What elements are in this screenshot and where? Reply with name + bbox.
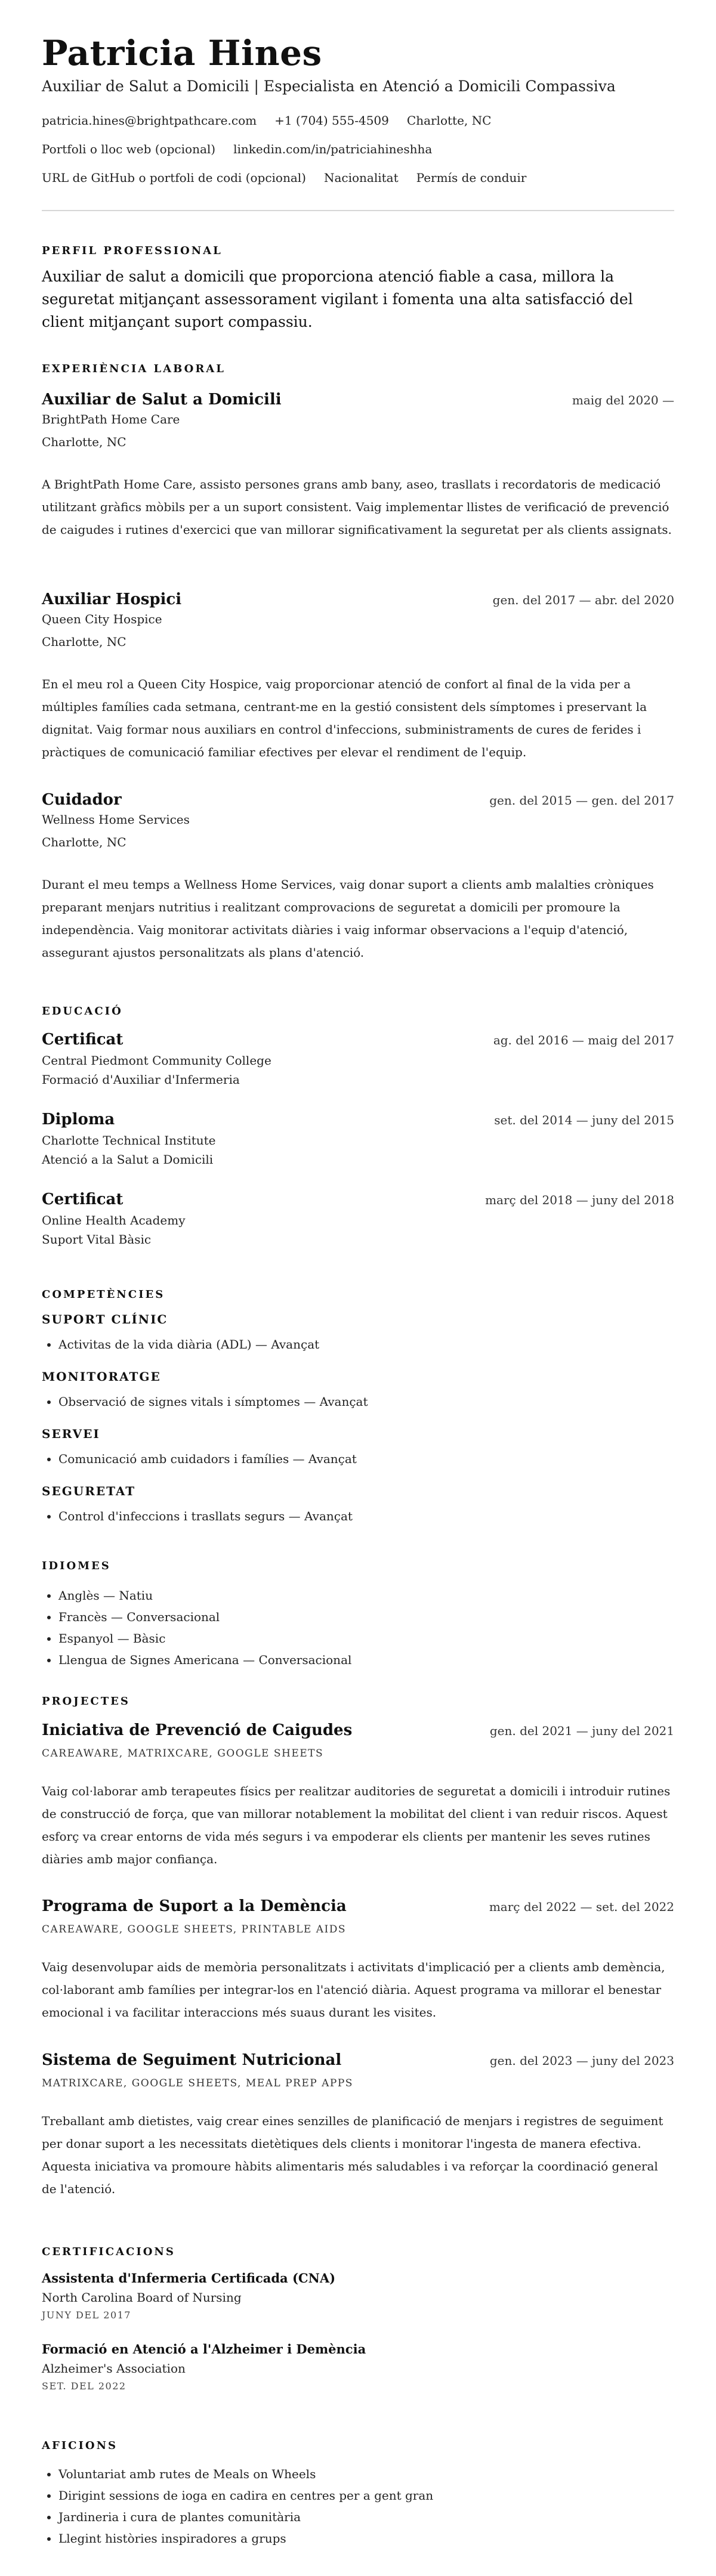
job-company: BrightPath Home Care — [42, 412, 180, 426]
job-location: Charlotte, NC — [42, 635, 126, 649]
projects-heading: PROJECTES — [42, 1695, 130, 1708]
contact-row-1 — [42, 113, 674, 128]
contact-row-3 — [42, 171, 674, 185]
certification-name: Formació en Atenció a l'Alzheimer i Demència — [42, 2342, 366, 2357]
hobbies-heading: AFICIONS — [42, 2439, 118, 2452]
education-item — [42, 1111, 674, 1167]
experience-item — [42, 590, 674, 763]
certification-name: Assistenta d'Infermeria Certificada (CNA) — [42, 2271, 336, 2286]
github-link[interactable]: URL de GitHub o portfoli de codi (opcional) — [42, 171, 306, 185]
skill-item: • Observació de signes vitals i símptomes — Avançat — [58, 1391, 674, 1412]
education-heading: EDUCACIÓ — [42, 1005, 123, 1018]
education-dates: ag. del 2016 — maig del 2017 — [493, 1033, 674, 1047]
languages-list — [42, 1585, 674, 1671]
job-description: Durant el meu temps a Wellness Home Services, vaig donar suport a clients amb malalties cròniques preparant menjars nutritius i realitzant comprovacions de seguretat a domicili per promoure la independència. Vaig monitorar activitats diàries i vaig informar observacions a l'equip d'atenció, assegurant ajustos personalitzats als plans d'atenció. — [42, 877, 654, 960]
job-company: Queen City Hospice — [42, 612, 162, 626]
certification-date: SET. DEL 2022 — [42, 2380, 126, 2392]
summary-heading: PERFIL PROFESSIONAL — [42, 245, 223, 257]
job-dates: maig del 2020 — — [572, 393, 674, 407]
job-title: Cuidador — [42, 791, 122, 809]
education-item — [42, 1031, 674, 1087]
skill-group — [42, 1484, 674, 1527]
languages-heading: IDIOMES — [42, 1560, 111, 1572]
contact-row-2 — [42, 142, 674, 156]
skill-group — [42, 1312, 674, 1355]
field-of-study: Atenció a la Salut a Domicili — [42, 1152, 214, 1167]
headline: Auxiliar de Salut a Domicili | Especialista en Atenció a Domicili Compassiva — [42, 78, 616, 95]
project-tools: CAREAWARE, GOOGLE SHEETS, PRINTABLE AIDS — [42, 1924, 346, 1935]
hobby-item: • Dirigint sessions de ioga en cadira en centres per a gent gran — [58, 2485, 674, 2506]
job-dates: gen. del 2015 — gen. del 2017 — [489, 793, 674, 808]
portfolio-link[interactable]: Portfoli o lloc web (opcional) — [42, 142, 216, 156]
job-location: Charlotte, NC — [42, 835, 126, 849]
nationality: Nacionalitat — [323, 171, 399, 185]
skills-heading: COMPETÈNCIES — [42, 1288, 165, 1301]
degree: Diploma — [42, 1111, 115, 1128]
project-tools: CAREAWARE, MATRIXCARE, GOOGLE SHEETS — [42, 1748, 324, 1759]
experience-item — [42, 391, 674, 541]
language-item: • Llengua de Signes Americana — Conversacional — [58, 1649, 674, 1671]
project-dates: gen. del 2023 — juny del 2023 — [489, 2054, 674, 2068]
degree: Certificat — [42, 1031, 124, 1049]
driving-license: Permís de conduir — [416, 171, 527, 185]
hobby-item: • Jardineria i cura de plantes comunitària — [58, 2506, 674, 2528]
project-name: Sistema de Seguiment Nutricional — [42, 2051, 342, 2069]
job-location: Charlotte, NC — [42, 435, 126, 449]
job-company: Wellness Home Services — [42, 812, 190, 827]
hobbies-list — [42, 2463, 674, 2549]
candidate-name: Patricia Hines — [42, 33, 322, 73]
email-link[interactable]: patricia.hines@brightpathcare.com — [42, 113, 257, 128]
project-tools: MATRIXCARE, GOOGLE SHEETS, MEAL PREP APPS — [42, 2077, 353, 2089]
language-item: • Espanyol — Bàsic — [58, 1628, 674, 1649]
certifications-heading: CERTIFICACIONS — [42, 2246, 175, 2258]
field-of-study: Formació d'Auxiliar d'Infermeria — [42, 1072, 240, 1087]
education-dates: set. del 2014 — juny del 2015 — [494, 1113, 674, 1127]
project-dates: març del 2022 — set. del 2022 — [489, 1900, 674, 1914]
certification-issuer: Alzheimer's Association — [42, 2361, 186, 2376]
certification-item — [42, 2271, 674, 2321]
field-of-study: Suport Vital Bàsic — [42, 1232, 152, 1247]
job-title: Auxiliar Hospici — [42, 590, 182, 608]
skill-item: • Comunicació amb cuidadors i famílies — Avançat — [58, 1448, 674, 1470]
skill-category: SEGURETAT — [42, 1484, 136, 1498]
job-description: A BrightPath Home Care, assisto persones grans amb bany, aseo, trasllats i recordatoris de medicació utilitzant gràfics mòbils per a un suport consistent. Vaig implementar llistes de verificació de prevenció de caigudes i rutines d'exercici que van millorar significativament la seguretat per als clients assignats. — [42, 477, 672, 537]
hobby-item: • Voluntariat amb rutes de Meals on Wheels — [58, 2463, 674, 2485]
experience-heading: EXPERIÈNCIA LABORAL — [42, 363, 226, 375]
school: Charlotte Technical Institute — [42, 1133, 216, 1148]
skill-category: MONITORATGE — [42, 1369, 161, 1384]
education-dates: març del 2018 — juny del 2018 — [485, 1193, 674, 1207]
hobby-item: • Llegint històries inspiradores a grups — [58, 2528, 674, 2549]
job-dates: gen. del 2017 — abr. del 2020 — [492, 593, 674, 607]
job-description: En el meu rol a Queen City Hospice, vaig proporcionar atenció de confort al final de la vida per a múltiples famílies cada setmana, centrant-me en la gestió consistent dels símptomes i preservant la dignitat. Vaig formar nous auxiliars en control d'infeccions, subministraments de cures de ferides i pràctiques de comunicació familiar efectives per elevar el rendiment de l'equip. — [42, 677, 647, 759]
skill-group — [42, 1369, 674, 1412]
skill-item: • Activitas de la vida diària (ADL) — Avançat — [58, 1334, 674, 1355]
header-divider — [42, 210, 674, 211]
location: Charlotte, NC — [406, 113, 492, 128]
experience-item — [42, 791, 674, 964]
skill-item: • Control d'infeccions i trasllats segurs — Avançat — [58, 1505, 674, 1527]
project-description: Vaig desenvolupar aids de memòria personalitzats i activitats d'implicació per a clients amb demència, col·laborant amb famílies per integrar-los en l'atenció diària. Aquest programa va millorar el benestar emocional i va facilitar interaccions més suaus durant les visites. — [42, 1960, 665, 2020]
education-item — [42, 1190, 674, 1247]
certification-item — [42, 2342, 674, 2392]
project-description: Treballant amb dietistes, vaig crear eines senzilles de planificació de menjars i registres de seguiment per donar suport a les necessitats dietètiques dels clients i monitorar l'ingesta de manera efectiva. Aquesta iniciativa va promoure hàbits alimentaris més saludables i va reforçar la coordinació general de l'atenció. — [42, 2114, 663, 2196]
language-item: • Francès — Conversacional — [58, 1606, 674, 1628]
language-item: • Anglès — Natiu — [58, 1585, 674, 1606]
project-item — [42, 1897, 674, 2024]
skill-group — [42, 1427, 674, 1470]
project-description: Vaig col·laborar amb terapeutes físics per realitzar auditories de seguretat a domicili i introduir rutines de construcció de força, que van millorar notablement la mobilitat del client i van reduir riscos. Aquest esforç va crear entorns de vida més segurs i va empoderar els clients per mantenir les seves rutines diàries amb major confiança. — [42, 1784, 671, 1866]
school: Online Health Academy — [42, 1213, 186, 1227]
linkedin-link[interactable]: linkedin.com/in/patriciahineshha — [233, 142, 433, 156]
job-title: Auxiliar de Salut a Domicili — [42, 391, 282, 409]
project-name: Programa de Suport a la Demència — [42, 1897, 347, 1915]
project-name: Iniciativa de Prevenció de Caigudes — [42, 1721, 353, 1739]
school: Central Piedmont Community College — [42, 1053, 271, 1068]
summary-text: Auxiliar de salut a domicili que proporciona atenció fiable a casa, millora la seguretat mitjançant assessorament vigilant i fomenta una alta satisfacció del client mitjançant suport compassiu. — [42, 268, 633, 330]
degree: Certificat — [42, 1190, 124, 1208]
certification-issuer: North Carolina Board of Nursing — [42, 2290, 242, 2305]
skill-category: SERVEI — [42, 1427, 100, 1441]
project-dates: gen. del 2021 — juny del 2021 — [489, 1724, 674, 1738]
phone: +1 (704) 555-4509 — [274, 113, 389, 128]
certification-date: JUNY DEL 2017 — [42, 2309, 131, 2321]
project-item — [42, 2051, 674, 2200]
skill-category: SUPORT CLÍNIC — [42, 1312, 168, 1326]
project-item — [42, 1721, 674, 1870]
